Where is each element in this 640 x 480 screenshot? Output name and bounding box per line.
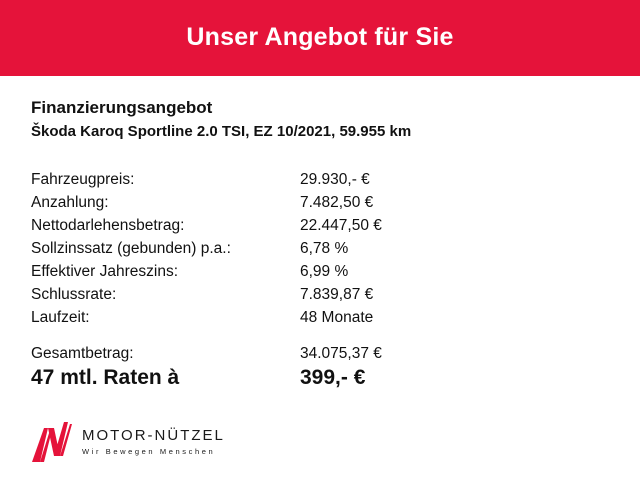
header-banner <box>0 0 640 76</box>
detail-value: 6,99 % <box>300 262 349 280</box>
detail-label: Nettodarlehensbetrag: <box>31 216 185 234</box>
detail-row <box>31 260 591 283</box>
detail-label: Schlussrate: <box>31 285 117 303</box>
detail-value: 48 Monate <box>300 308 374 326</box>
vehicle-description: Škoda Karoq Sportline 2.0 TSI, EZ 10/2021, 59.955 km <box>31 123 412 140</box>
detail-row <box>31 191 591 214</box>
detail-label: Effektiver Jahreszins: <box>31 262 179 280</box>
dealer-logo <box>30 420 225 464</box>
detail-value: 7.839,87 € <box>300 285 374 303</box>
total-row <box>31 342 591 365</box>
offer-title: Finanzierungsangebot <box>31 98 213 117</box>
detail-row <box>31 168 591 191</box>
detail-label: Anzahlung: <box>31 193 109 211</box>
detail-label: Sollzinssatz (gebunden) p.a.: <box>31 239 231 257</box>
detail-value: 6,78 % <box>300 239 349 257</box>
brand-claim: Wir Bewegen Menschen <box>82 447 216 456</box>
total-amount <box>31 342 591 365</box>
detail-label: Laufzeit: <box>31 308 90 326</box>
detail-row <box>31 214 591 237</box>
detail-row <box>31 237 591 260</box>
header-title: Unser Angebot für Sie <box>186 22 454 51</box>
total-label: Gesamtbetrag: <box>31 344 134 362</box>
brand-name: MOTOR-NÜTZEL <box>82 427 225 444</box>
rate-value: 399,- € <box>300 366 366 389</box>
detail-value: 7.482,50 € <box>300 193 374 211</box>
detail-row <box>31 283 591 306</box>
rate-label: 47 mtl. Raten à <box>31 366 180 389</box>
logo-text <box>82 428 225 456</box>
total-value: 34.075,37 € <box>300 344 382 362</box>
detail-value: 29.930,- € <box>300 170 370 188</box>
motor-nuetzel-logo-icon <box>30 420 78 464</box>
financing-details <box>31 168 591 329</box>
detail-row <box>31 306 591 329</box>
monthly-rate <box>31 366 591 390</box>
detail-value: 22.447,50 € <box>300 216 382 234</box>
detail-label: Fahrzeugpreis: <box>31 170 135 188</box>
